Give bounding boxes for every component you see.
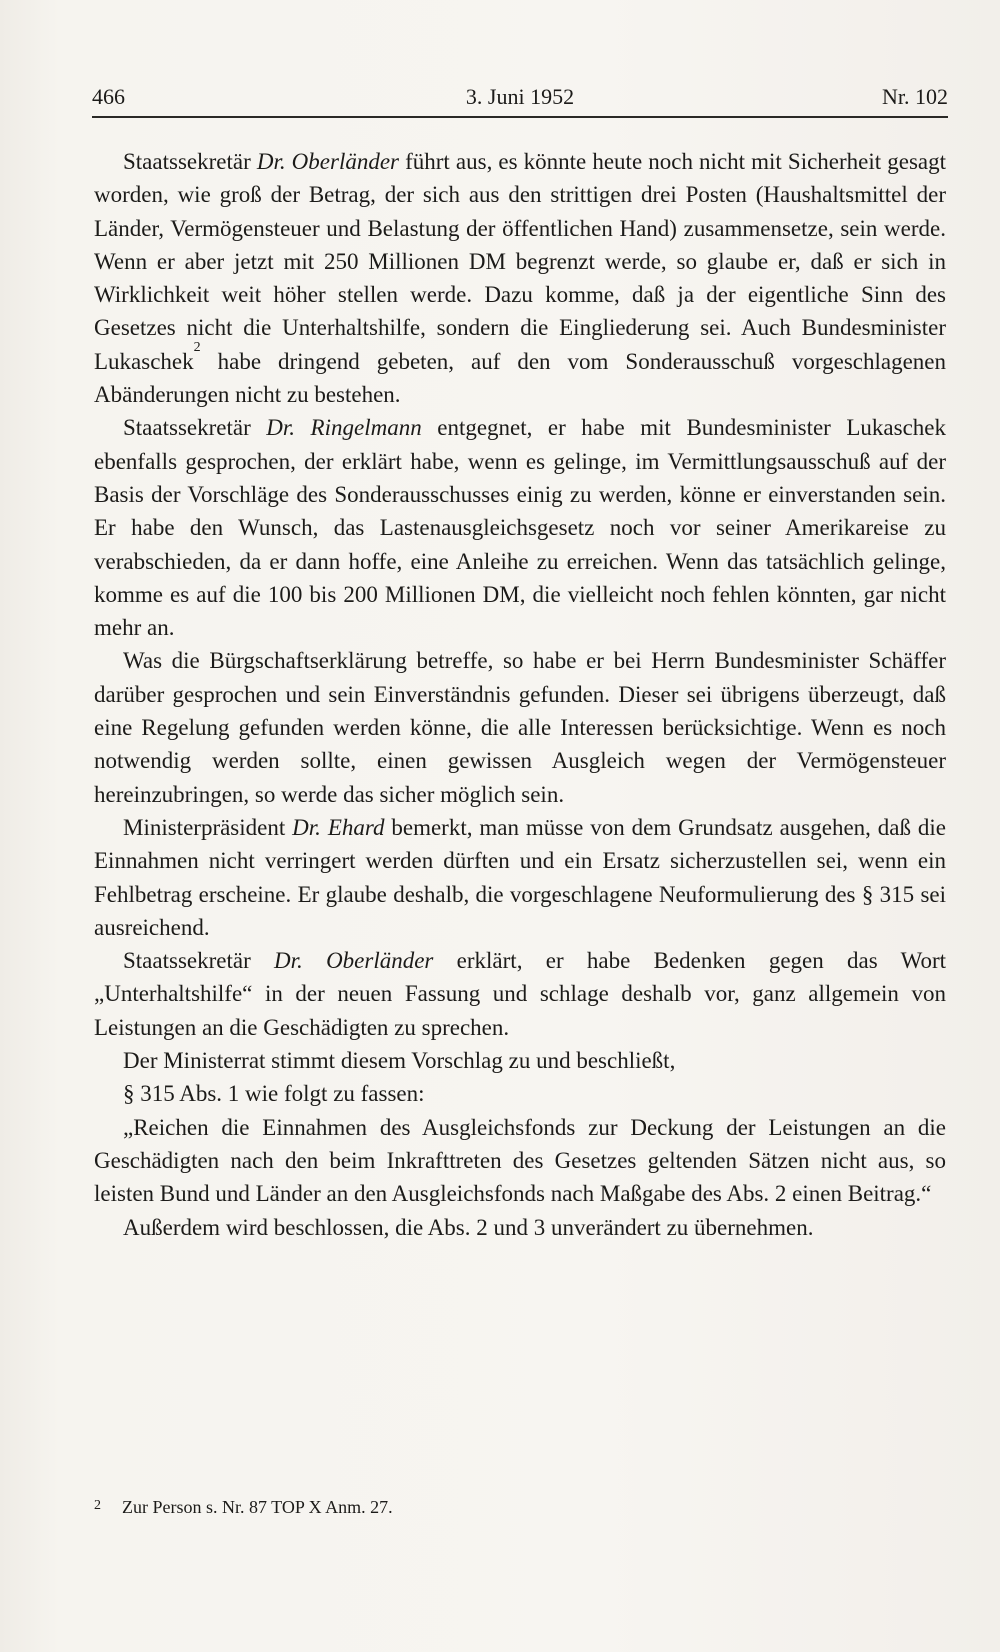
paragraph-7: [94, 1077, 946, 1110]
person-name: Dr. Ehard: [292, 814, 385, 840]
text-segment: entgegnet, er habe mit Bundesminister Lukaschek ebenfalls gesprochen, der erklärt habe, wenn es gelinge, im Vermittlungsausschuß auf der Basis der Vorschläge des Sonderausschusses einig zu werden, könne er einverstanden sein. Er habe den Wunsch, das Lastenausgleichsgesetz noch vor seiner Amerikareise zu verabschieden, da er dann hoffe, eine Anleihe zu erreichen. Wenn das tatsächlich gelinge, komme es auf die 100 bis 200 Millionen DM, die vielleicht noch fehlen könnten, gar nicht mehr an.: [94, 415, 946, 641]
text-segment: bemerkt, man müsse von dem Grundsatz ausgehen, daß die Einnahmen nicht verringert werden dürften und ein Ersatz sicherzustellen sei, wenn ein Fehlbetrag erscheine. Er glaube deshalb, die vorgeschlagene Neuformulierung des § 315 sei ausreichend.: [94, 814, 946, 940]
paragraph-3: [94, 644, 946, 810]
paragraph-9: [94, 1211, 946, 1244]
paragraph-1: [94, 145, 946, 411]
person-name: Dr. Ringelmann: [266, 415, 422, 441]
paragraph-5: [94, 944, 946, 1044]
person-name: Dr. Oberländer: [256, 149, 400, 174]
text-segment: Staatssekretär: [123, 149, 257, 174]
text-segment: § 315 Abs. 1 wie folgt zu fassen:: [123, 1081, 425, 1107]
text-segment: Was die Bürgschaftserklärung betreffe, so habe er bei Herrn Bundesminister Schäffer darüber gesprochen und sein Einverständnis gefunden. Dieser sei übrigens überzeugt, daß eine Regelung gefunden werden könne, die alle Interessen berücksichtige. Wenn es noch notwendig werden sollte, einen gewissen Ausgleich wegen der Vermögensteuer hereinzubringen, so werde das sicher möglich sein.: [94, 648, 946, 807]
page-header: [92, 78, 948, 114]
text-segment: habe dringend gebeten, auf den vom Sonderausschuß vorgeschlagenen Abänderungen nicht zu bestehen.: [94, 348, 946, 408]
footnote-marker: 2: [193, 340, 201, 356]
text-segment: Ministerpräsident: [123, 814, 293, 840]
header-date: 3. Juni 1952: [465, 84, 575, 109]
text-segment: Der Ministerrat stimmt diesem Vorschlag zu und beschließt,: [123, 1048, 676, 1074]
person-name: Dr. Oberländer: [274, 948, 434, 974]
footnote: [94, 1494, 946, 1519]
paragraph-4: [94, 811, 946, 944]
text-segment: führt aus, es könnte heute noch nicht mit Sicherheit gesagt worden, wie groß der Betrag, der sich aus den strittigen drei Posten (Haushaltsmittel der Länder, Vermögensteuer und Belastung der öffentlichen Hand) zusammensetze, sein werde. Wenn er aber jetzt mit 250 Millionen DM begrenzt werde, so glaube er, daß er sich in Wirklichkeit weit höher stellen werde. Dazu komme, daß ja der eigentliche Sinn des Gesetzes nicht die Unterhaltshilfe, sondern die Eingliederung sei. Auch Bundesminister Lukaschek: [94, 149, 946, 374]
footnote-number: 2: [94, 1498, 101, 1513]
body-text: [94, 145, 946, 1244]
text-segment: Außerdem wird beschlossen, die Abs. 2 und 3 unverändert zu übernehmen.: [123, 1214, 814, 1240]
paragraph-6: [94, 1044, 946, 1077]
footnote-text: Zur Person s. Nr. 87 TOP X Anm. 27.: [122, 1497, 393, 1517]
document-number: Nr. 102: [882, 84, 948, 109]
text-segment: Staatssekretär: [123, 948, 275, 974]
page-number: 466: [92, 84, 125, 109]
text-segment: „Reichen die Einnahmen des Ausgleichsfonds zur Deckung der Leistungen an die Geschädigten nach den beim Inkrafttreten des Gesetzes geltenden Sätzen nicht aus, so leisten Bund und Länder an den Ausgleichsfonds nach Maßgabe des Abs. 2 einen Beitrag.“: [94, 1114, 946, 1207]
header-rule: [92, 116, 948, 118]
paragraph-2: [94, 411, 946, 644]
paragraph-8-quote: [94, 1111, 946, 1211]
text-segment: Staatssekretär: [123, 415, 267, 441]
text-segment: erklärt, er habe Bedenken gegen das Wort „Unterhaltshilfe“ in der neuen Fassung und schlage deshalb vor, ganz allgemein von Leistungen an die Geschädigten zu sprechen.: [94, 948, 946, 1040]
